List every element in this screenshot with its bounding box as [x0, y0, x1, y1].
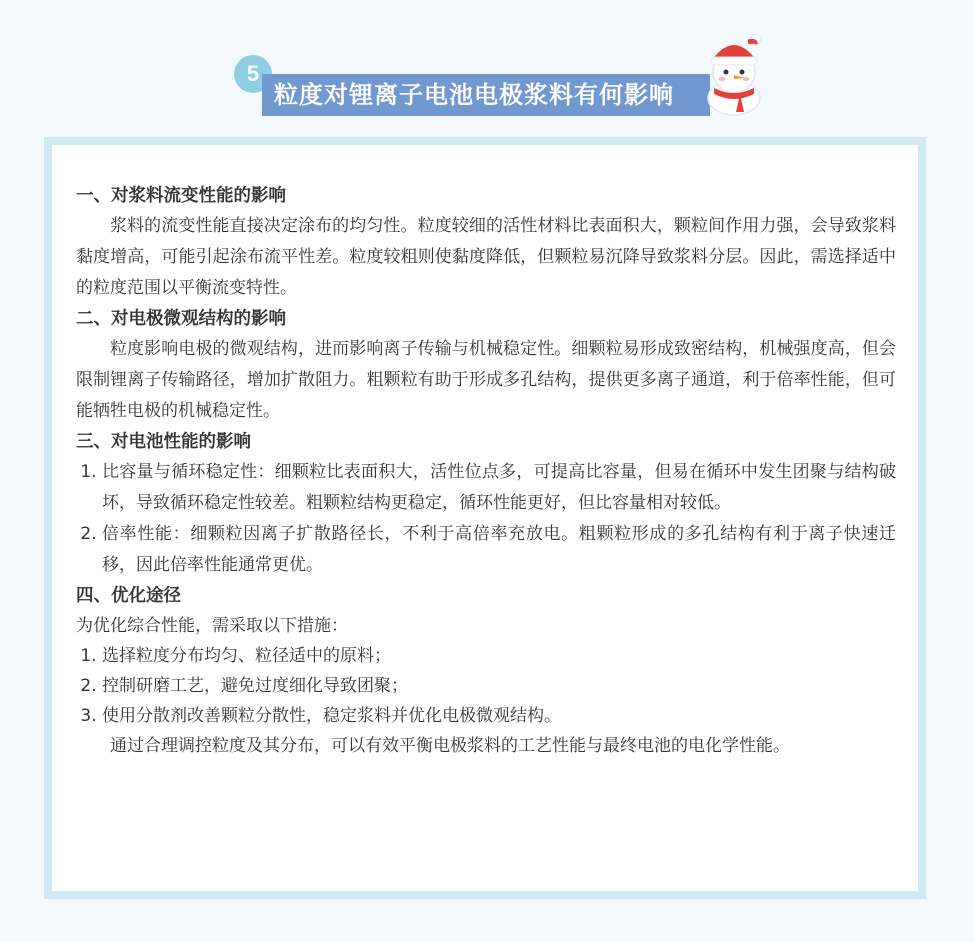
list-item: 2. 倍率性能：细颗粒因离子扩散路径长，不利于高倍率充放电。粗颗粒形成的多孔结构有利于离子快速迁移，因此倍率性能通常更优。	[102, 519, 896, 581]
section-heading-optimization: 四、优化途径	[76, 586, 181, 606]
conclusion-paragraph: 通过合理调控粒度及其分布，可以有效平衡电极浆料的工艺性能与最终电池的电化学性能。	[110, 736, 790, 756]
list-item: 2. 控制研磨工艺，避免过度细化导致团聚；	[102, 671, 896, 701]
section-heading-battery-performance: 三、对电池性能的影响	[76, 432, 251, 452]
content-body	[52, 145, 918, 891]
page-title: 粒度对锂离子电池电极浆料有何影响	[262, 74, 710, 116]
list-item: 3. 使用分散剂改善颗粒分散性，稳定浆料并优化电极微观结构。	[102, 701, 896, 731]
section-paragraph-rheology: 浆料的流变性能直接决定涂布的均匀性。粒度较细的活性材料比表面积大，颗粒间作用力强，会导致浆料黏度增高，可能引起涂布流平性差。粒度较粗则使黏度降低，但颗粒易沉降导致浆料分层。因此，需选择适中的粒度范围以平衡流变特性。	[76, 216, 896, 298]
content-card	[44, 137, 926, 899]
section-header	[234, 52, 774, 122]
section-paragraph-microstructure: 粒度影响电极的微观结构，进而影响离子传输与机械稳定性。细颗粒易形成致密结构，机械强度高，但会限制锂离子传输路径，增加扩散阻力。粗颗粒有助于形成多孔结构，提供更多离子通道，利于倍率性能，但可能牺牲电极的机械稳定性。	[76, 339, 896, 421]
optimization-intro: 为优化综合性能，需采取以下措施：	[76, 616, 348, 636]
snowman-icon	[700, 30, 768, 116]
optimization-list	[76, 641, 896, 731]
section-number-badge: 5	[234, 55, 272, 93]
list-item: 1. 选择粒度分布均匀、粒径适中的原料；	[102, 641, 896, 671]
battery-performance-list	[76, 457, 896, 581]
list-item: 1. 比容量与循环稳定性：细颗粒比表面积大，活性位点多，可提高比容量，但易在循环中发生团聚与结构破坏，导致循环稳定性较差。粗颗粒结构更稳定，循环性能更好，但比容量相对较低。	[102, 457, 896, 519]
section-heading-microstructure: 二、对电极微观结构的影响	[76, 309, 286, 329]
section-heading-rheology: 一、对浆料流变性能的影响	[76, 186, 286, 206]
